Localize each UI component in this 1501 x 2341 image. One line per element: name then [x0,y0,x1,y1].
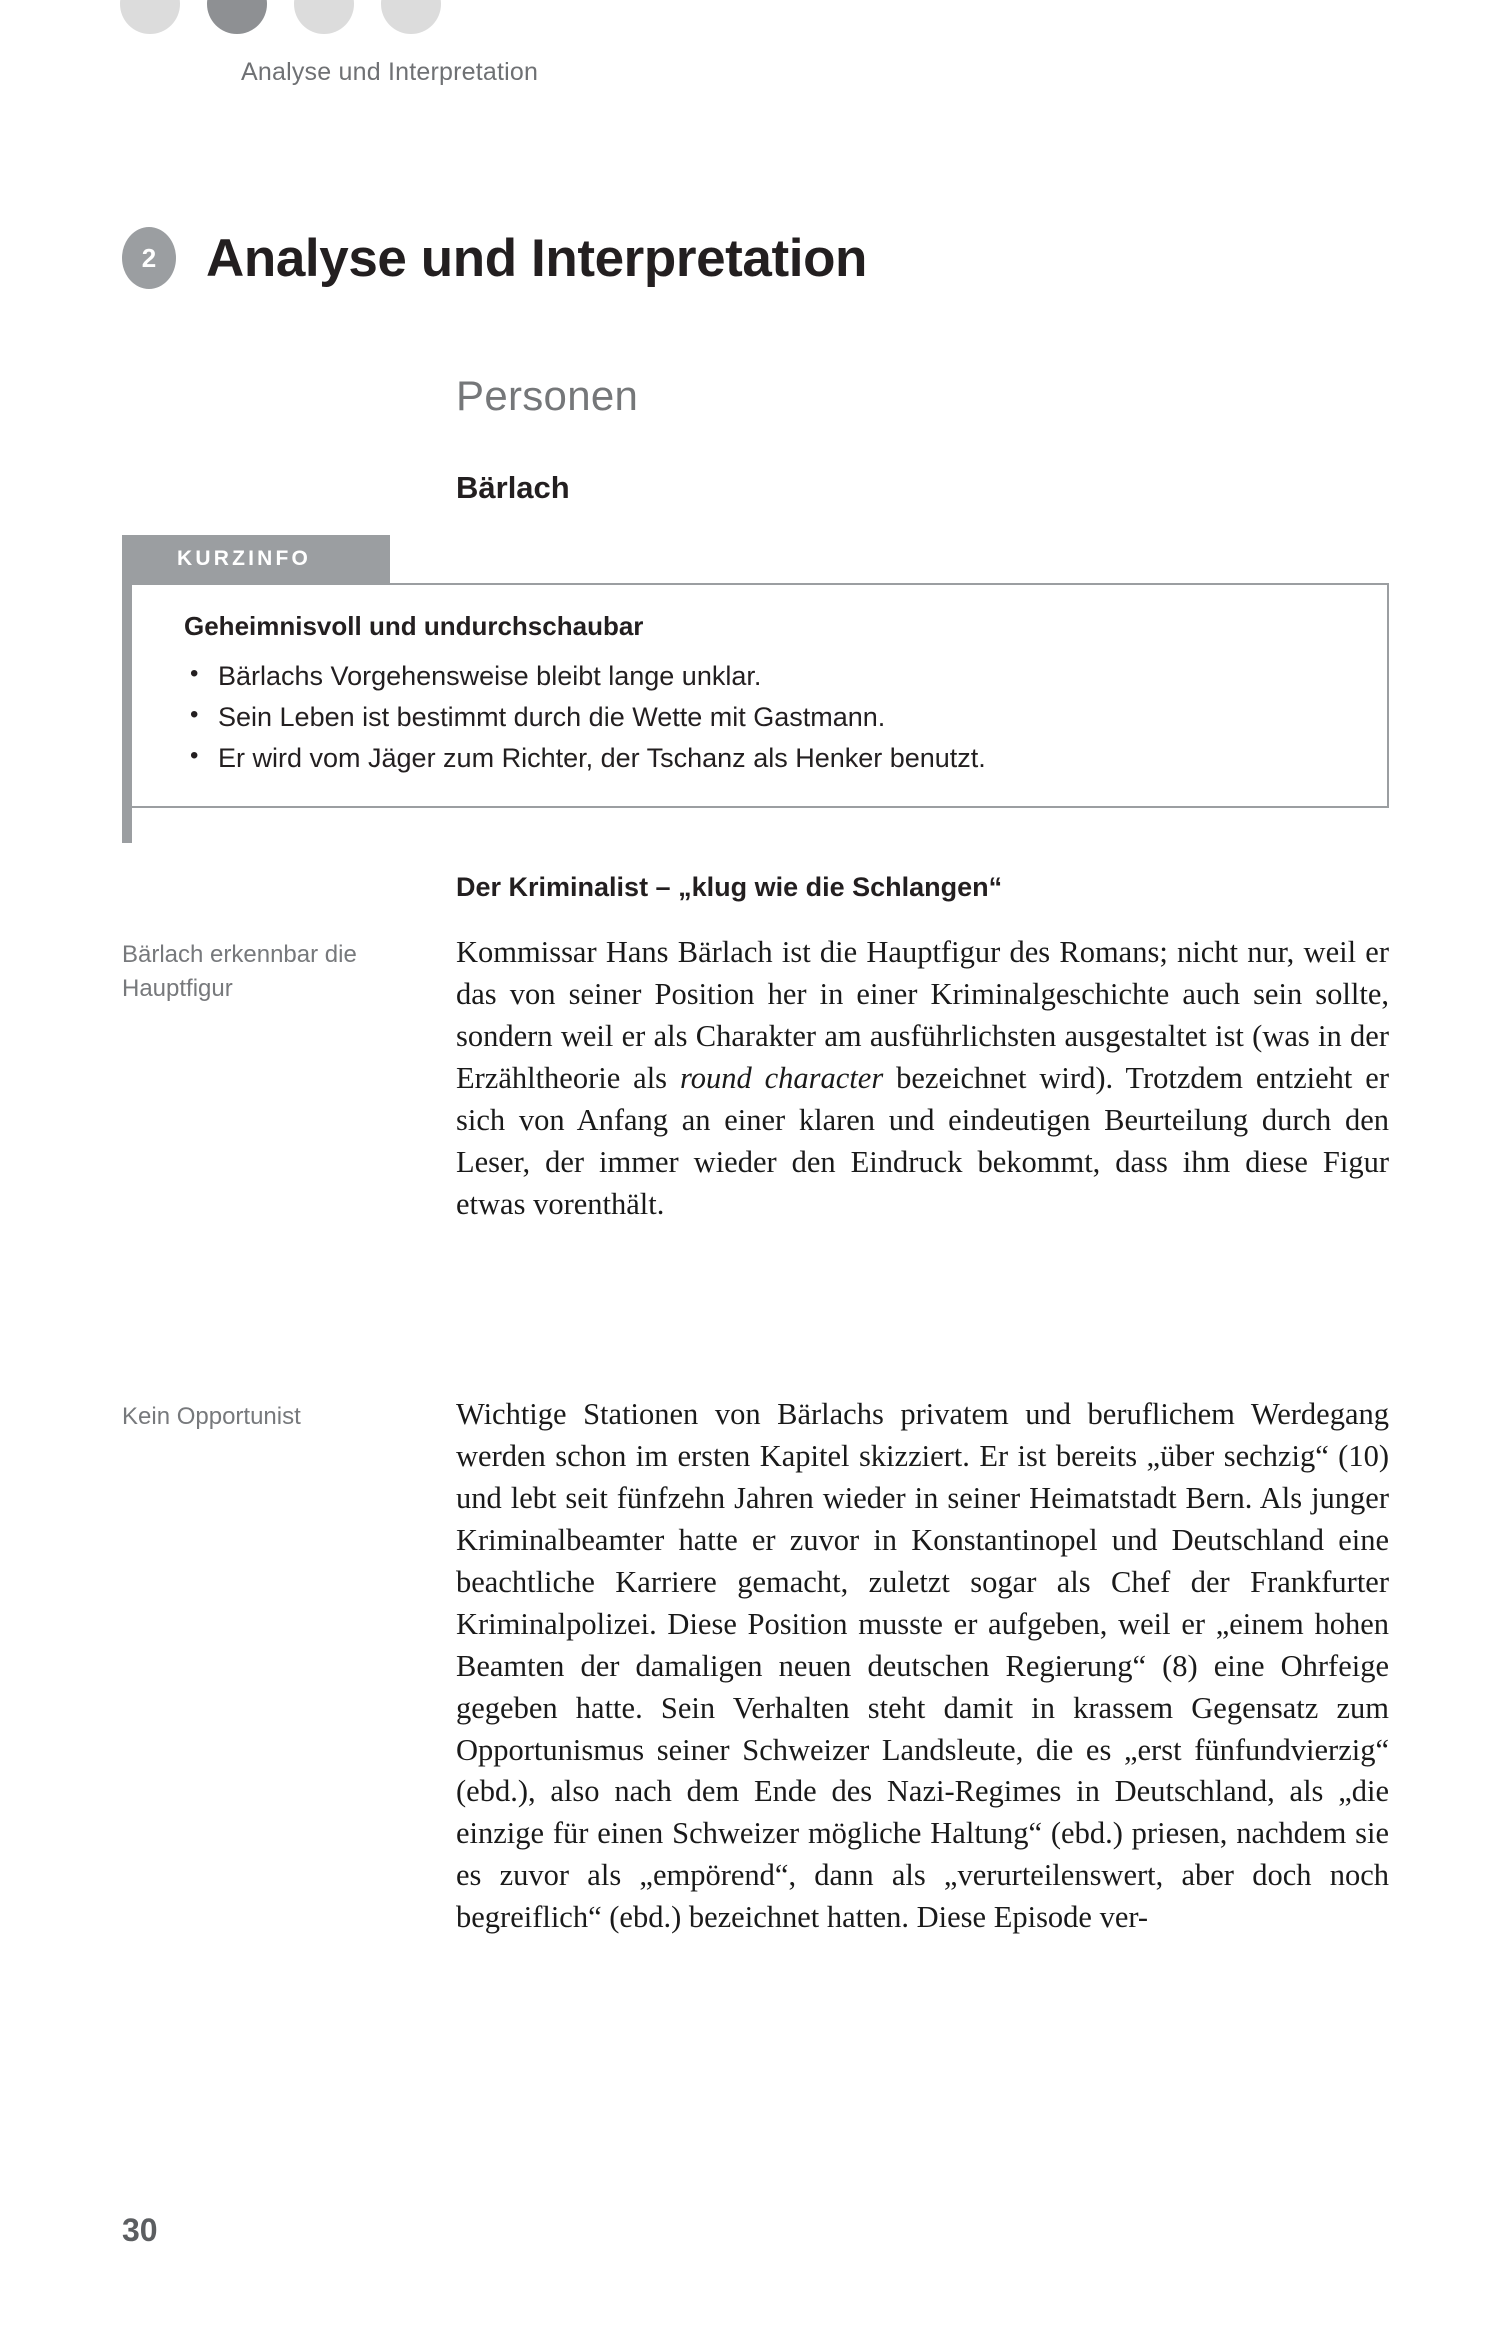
kurzinfo-list [184,658,1347,777]
list-item-text: Sein Leben ist bestimmt durch die Wette mit Gastmann. [218,701,886,732]
section-subheading-baerlach: Bärlach [456,470,570,505]
list-item [184,699,1347,737]
margin-note-2: Kein Opportunist [122,1403,301,1430]
paragraph-1-part-a: Kommissar Hans Bärlach ist die Hauptfigur des Romans; nicht nur, weil er das von seiner Position her in einer Kriminalgeschichte auch sein sollte, sondern weil er als Charakter am ausführlichsten ausgestaltet ist (was in der Erzähltheorie als [456,935,1389,1095]
kurzinfo-accent-bar [122,585,132,843]
list-item-text: Er wird vom Jäger zum Richter, der Tschanz als Henker benutzt. [218,742,986,773]
chapter-dot-1-icon [120,0,180,34]
paragraph-1-part-b: bezeichnet wird). Trotzdem entzieht er sich von Anfang an einer klaren und eindeutigen Beurteilung durch den Leser, der immer wieder den Eindruck bekommt, dass ihm diese Figur etwas vorenthält. [456,1060,1389,1221]
paragraph-1-italic-term: round character [679,1060,884,1095]
chapter-title-row [122,192,867,324]
page-title: Analyse und Interpretation [206,228,868,288]
chapter-number-badge: 2 [122,227,176,289]
chapter-dot-2-icon [207,0,267,34]
bullet-icon: • [190,741,199,769]
paragraph-text [456,932,1389,1226]
kurzinfo-content [122,585,1387,806]
kurzinfo-box [122,583,1389,808]
body-subheading: Der Kriminalist – „klug wie die Schlangen“ [456,872,1003,902]
list-item [184,658,1347,696]
kurzinfo-title: Geheimnisvoll und undurchschaubar [184,611,644,641]
list-item-text: Bärlachs Vorgehensweise bleibt lange unklar. [218,661,762,691]
chapter-dot-4-icon [381,0,441,34]
page-number: 30 [122,2212,158,2248]
body-paragraph-1 [456,932,1389,1226]
chapter-dot-3-icon [294,0,354,34]
bullet-icon: • [190,660,199,687]
kurzinfo-tab-label: KURZINFO [177,547,312,570]
margin-note-1: Bärlach erkennbar die Hauptfigur [122,941,357,1003]
kurzinfo-tab [122,535,390,583]
list-item [184,740,1347,778]
section-heading-personen: Personen [456,372,639,419]
body-paragraph-2 [456,1394,1389,1939]
paragraph-text: Wichtige Stationen von Bärlachs privatem und beruflichem Werdegang werden schon im ersten Kapitel skizziert. Er ist bereits „über sechzig“ (10) und lebt seit fünfzehn Jahren wieder in seiner Heimatstadt Bern. Als junger Kriminalbeamter hatte er zuvor in Konstantinopel und Deutschland eine beachtliche Karriere gemacht, zuletzt sogar als Chef der Frankfurter Kriminalpolizei. Diese Position musste er aufgeben, weil er „einem hohen Beamten der damaligen neuen deutschen Regierung“ (8) eine Ohrfeige gegeben hatte. Sein Verhalten steht damit in krassem Gegensatz zum Opportunismus seiner Schweizer Landsleute, die es „erst fünfundvierzig“ (ebd.), also nach dem Ende des Nazi-Regimes in Deutschland, als „die einzige für einen Schweizer mögliche Haltung“ (ebd.) priesen, nachdem sie es zuvor als „empörend“, dann als „verurteilenswert, aber doch noch begreiflich“ (ebd.) bezeichnet hatten. Diese Episode ver- [456,1397,1389,1935]
bullet-icon: • [190,700,199,728]
running-header-title: Analyse und Interpretation [241,58,539,86]
chapter-progress-dots [120,0,441,34]
